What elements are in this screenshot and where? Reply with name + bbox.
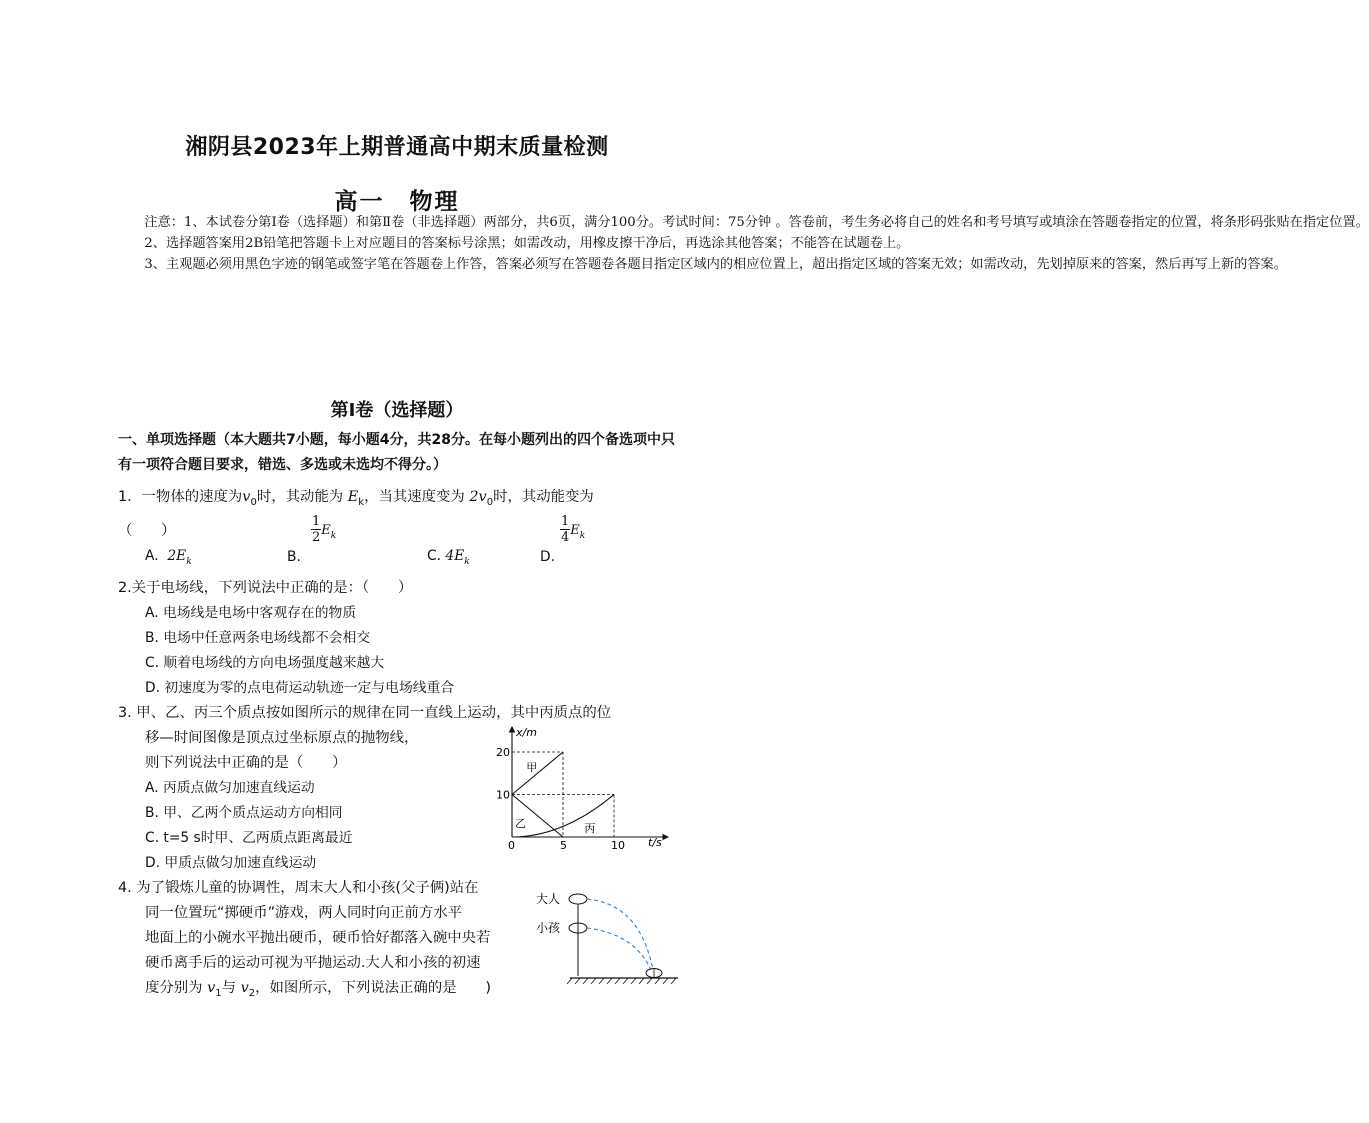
q3-stem-line-1: 3. 甲、乙、丙三个质点按如图所示的规律在同一直线上运动，其中丙质点的位 bbox=[118, 705, 612, 721]
x-axis-label: t/s bbox=[648, 836, 662, 849]
q2-option-d: D. 初速度为零的点电荷运动轨迹一定与电场线重合 bbox=[145, 680, 455, 696]
q4-throw-diagram bbox=[530, 882, 680, 994]
adult-trajectory bbox=[587, 899, 653, 970]
q3-option-d: D. 甲质点做匀加速直线运动 bbox=[145, 855, 317, 871]
q3-option-a: A. 丙质点做匀加速直线运动 bbox=[145, 780, 315, 796]
series-line-2 bbox=[512, 795, 614, 838]
q1-option-c: C. $4E_k$ bbox=[427, 548, 470, 567]
x-tick-5: 5 bbox=[560, 839, 567, 852]
q4-line-5: 度分别为 $v_1$与 $v_2$，如图所示，下列说法正确的是 ) bbox=[145, 980, 492, 999]
x-tick-0: 0 bbox=[508, 839, 515, 852]
q1-option-d-value: $\frac{1}{4}$ $E_k$ bbox=[561, 514, 586, 545]
q1-option-b-value: $\frac{1}{2}$ $E_k$ bbox=[312, 514, 337, 545]
series-line-0 bbox=[512, 752, 563, 795]
note-1: 注意：1、本试卷分第Ⅰ卷（选择题）和第Ⅱ卷（非选择题）两部分，共6页，满分100分。考试时间：75分钟 。答卷前，考生务必将自己的姓名和考号填写或填涂在答题卷指定的位置，将条形码张贴在指定位置。 bbox=[144, 215, 1369, 230]
q4-line-1: 4. 为了锻炼儿童的协调性，周末大人和小孩(父子俩)站在 bbox=[118, 880, 479, 896]
q2-option-b: B. 电场中任意两条电场线都不会相交 bbox=[145, 630, 371, 646]
q4-line-4: 硬币离手后的运动可视为平抛运动.大人和小孩的初速 bbox=[145, 955, 481, 971]
note-3: 3、主观题必须用黑色字迹的钢笔或签字笔在答题卷上作答，答案必须写在答题卷各题目指定区域内的相应位置上，超出指定区域的答案无效；如需改动，先划掉原来的答案，然后再写上新的答案。 bbox=[144, 257, 1287, 272]
series-label-bing: 丙 bbox=[584, 821, 596, 835]
q3-stem-line-3: 则下列说法中正确的是（ ） bbox=[145, 755, 347, 771]
adult-hand-icon bbox=[569, 894, 587, 904]
y-tick-20: 20 bbox=[496, 746, 510, 759]
note-2: 2、选择题答案用2B铅笔把答题卡上对应题目的答案标号涂黑；如需改动，用橡皮擦干净后，再选涂其他答案；不能答在试题卷上。 bbox=[144, 236, 910, 251]
q1-option-b-label: B. bbox=[287, 549, 301, 565]
q4-line-3: 地面上的小碗水平抛出硬币，硬币恰好都落入碗中央若 bbox=[145, 930, 491, 946]
q1-paren: （ ） bbox=[118, 523, 176, 539]
child-trajectory bbox=[587, 928, 651, 970]
section-title: 第Ⅰ卷（选择题） bbox=[330, 400, 464, 421]
child-label: 小孩 bbox=[536, 921, 561, 935]
q4-line-2: 同一位置玩“掷硬币”游戏，两人同时向正前方水平 bbox=[145, 905, 463, 921]
x-tick-10: 10 bbox=[611, 839, 625, 852]
y-axis-label: x/m bbox=[516, 726, 537, 739]
q1-stem: 1．一物体的速度为$v_0$时，其动能为 $E_k$，当其速度变为 $2v_0$时，其动能变为 bbox=[118, 489, 594, 508]
series-line-1 bbox=[512, 795, 563, 838]
exam-subtitle: 高一 物理 bbox=[334, 189, 460, 215]
exam-title: 湘阴县2023年上期普通高中期末质量检测 bbox=[185, 135, 609, 160]
q1-option-a: A. $2E_k$ bbox=[145, 548, 192, 567]
series-label-yi: 乙 bbox=[515, 817, 527, 831]
q3-option-c: C. t=5 s时甲、乙两质点距离最近 bbox=[145, 830, 353, 846]
q3-option-b: B. 甲、乙两个质点运动方向相同 bbox=[145, 805, 343, 821]
adult-label: 大人 bbox=[536, 892, 561, 906]
part-one-instructions: 一、单项选择题（本大题共7小题，每小题4分，共28分。在每小题列出的四个备选项中只有一项符合题目要求，错选、多选或未选均不得分。） bbox=[118, 432, 675, 473]
tick-labels bbox=[496, 746, 625, 852]
q3-stem-line-2: 移—时间图像是顶点过坐标原点的抛物线， bbox=[145, 730, 419, 746]
y-tick-10: 10 bbox=[496, 788, 510, 802]
q2-option-a: A. 电场线是电场中客观存在的物质 bbox=[145, 605, 357, 621]
q2-stem: 2.关于电场线，下列说法中正确的是：（ ） bbox=[118, 580, 413, 596]
notes-block bbox=[118, 212, 1369, 275]
q1-option-d-label: D. bbox=[540, 549, 556, 565]
ground-hatching bbox=[567, 978, 676, 984]
series-label-jia: 甲 bbox=[526, 761, 538, 775]
q3-xt-graph bbox=[488, 722, 678, 857]
q2-option-c: C. 顺着电场线的方向电场强度越来越大 bbox=[145, 655, 385, 671]
